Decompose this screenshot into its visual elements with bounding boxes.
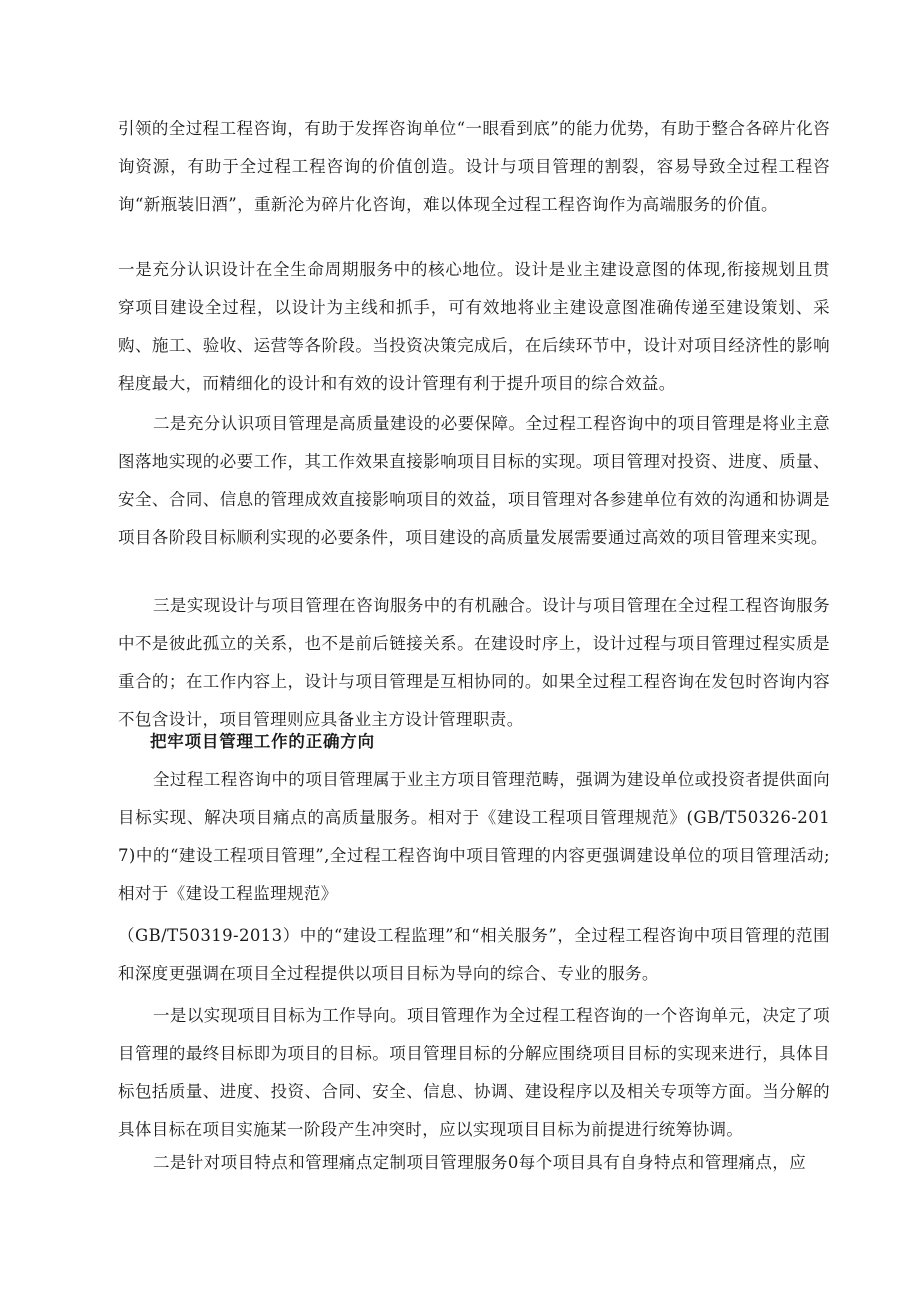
paragraph-pm-scope-continued: （GB/T50319-2013）中的“建设工程监理”和“相关服务”，全过程工程咨询中项目管理的范围和深度更强调在项目全过程提供以项目目标为导向的综合、专业的服务。 [118, 926, 830, 983]
paragraph-pm-guarantee: 二是充分认识项目管理是高质量建设的必要保障。全过程工程咨询中的项目管理是将业主意图落地实现的必要工作，其工作效果直接影响项目目标的实现。项目管理对投资、进度、质量、安全、合同、信息的管理成效直接影响项目的效益，项目管理对各参建单位有效的沟通和协调是项目各阶段目标顺利实现的必要条件，项目建设的高质量发展需要通过高效的项目管理来实现。 [118, 414, 830, 547]
section-heading: 把牢项目管理工作的正确方向 [150, 732, 375, 751]
paragraph-customized-service: 二是针对项目特点和管理痛点定制项目管理服务0每个项目具有自身特点和管理痛点，应 [153, 1153, 807, 1172]
paragraph-pm-scope: 全过程工程咨询中的项目管理属于业主方项目管理范畴，强调为建设单位或投资者提供面向目标实现、解决项目痛点的高质量服务。相对于《建设工程项目管理规范》(GB/T50326-2017)中的“建设工程项目管理”,全过程工程咨询中项目管理的内容更强调建设单位的项目管理活动;相对于《建设工程监理规范》 [118, 770, 830, 903]
paragraph-design-pm-integration: 三是实现设计与项目管理在咨询服务中的有机融合。设计与项目管理在全过程工程咨询服务中不是彼此孤立的关系，也不是前后链接关系。在建设时序上，设计过程与项目管理过程实质是重合的；在工作内容上，设计与项目管理是互相协同的。如果全过程工程咨询在发包时咨询内容不包含设计，项目管理则应具备业主方设计管理职责。 [118, 596, 830, 729]
paragraph-goal-oriented: 一是以实现项目目标为工作导向。项目管理作为全过程工程咨询的一个咨询单元，决定了项目管理的最终目标即为项目的目标。项目管理目标的分解应围绕项目目标的实现来进行，具体目标包括质量、进度、投资、合同、安全、信息、协调、建设程序以及相关专项等方面。当分解的具体目标在项目实施某一阶段产生冲突时，应以实现项目目标为前提进行统筹协调。 [118, 1006, 830, 1139]
paragraph-intro-continued: 引领的全过程工程咨询，有助于发挥咨询单位“一眼看到底”的能力优势，有助于整合各碎片化咨询资源，有助于全过程工程咨询的价值创造。设计与项目管理的割裂，容易导致全过程工程咨询“新瓶装旧酒”，重新沦为碎片化咨询，难以体现全过程工程咨询作为高端服务的价值。 [118, 119, 830, 214]
paragraph-design-core-role: 一是充分认识设计在全生命周期服务中的核心地位。设计是业主建设意图的体现,衔接规划且贯穿项目建设全过程，以设计为主线和抓手，可有效地将业主建设意图准确传递至建设策划、采购、施工、验收、运营等各阶段。当投资决策完成后，在后续环节中，设计对项目经济性的影响程度最大，而精细化的设计和有效的设计管理有利于提升项目的综合效益。 [118, 260, 830, 393]
